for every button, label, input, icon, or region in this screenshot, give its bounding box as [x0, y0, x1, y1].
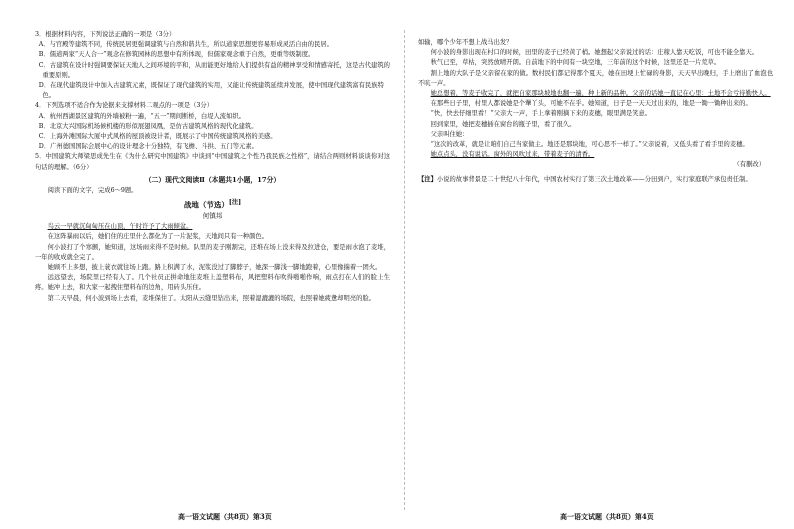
footnote [418, 175, 773, 185]
right-top-line: 如输，哪个少年不想上战马出发？ [418, 39, 513, 46]
footnote-text: 小说的故事背景是二十世纪八十年代，中国农村实行了第三次土地改革——分田到户，实行家庭联产承包责任制。 [436, 175, 752, 183]
q4-option-d: D．广州德国国际会展中心的设计理念十分独特，有飞檐、斗拱、五门等元素。 [38, 143, 258, 151]
q4-option-a: A．杭州西湖景区建筑的外墙被粉一遍，“五一”期间断桥，白堤人流如织。 [38, 112, 245, 120]
right-para-2: 秋气已至，草枯，突然放晴开朗。自前地下的中间有一块空地，三年前的这个时候，这里还是一片荒草。 [430, 59, 721, 67]
q3-option-a: A．与官殿等建筑不同，传统民居更强调建筑与自然和谐共生，所以道家思想更容易形成灵活自由的民居。 [38, 41, 333, 49]
q5-stem: 5．中国建筑大师梁思成先生在《为什么研究中国建筑》中谈到“中国建筑之个性乃我民族之性格”，请结合两则材料谈谈你对这句话的理解。（6分） [35, 153, 390, 171]
passage-para-4: 她顾不上多想，披上蓑衣就往场上跑。路上积满了水，泥浆没过了脚脖子，她深一脚浅一脚地跑着，心里像揣着一团火。 [47, 263, 382, 271]
q4-option-c: C．上海外滩国际大厦中式风格的屋顶被设计者，既展示了中国传统建筑风格的美感。 [38, 133, 277, 141]
passage-para-2: 在这阵暴雨以后，她们住的庄里什么都化为了一片泥浆，天地间只有一种颜色。 [47, 233, 268, 241]
right-quote: “快，快去仔细里看！”父亲大一声，手上拿着刚摘下来的麦穗，眼里满是笑意。 [430, 110, 652, 118]
left-page-footer: 高一语文试题（共8页）第3页 [178, 512, 272, 521]
source-note: （有删改） [733, 161, 765, 169]
section-note: 阅读下面的文字，完成6～9题。 [47, 187, 138, 195]
right-para-4 [418, 89, 773, 99]
footnote-tag: 【注】 [418, 175, 437, 183]
right-para-8: “这次的改革，就是让咱们自己当家做主。地还是那块地，可心思不一样了。”父亲说着，又低头看了看手里的麦穗。 [430, 141, 749, 149]
right-para-1: 何小波的身影出现在村口的时候，田里的麦子已经黄了梢。她想起父亲说过的话：庄稼人靠天吃饭，可也不能全靠天。 [430, 49, 759, 57]
column-divider [404, 30, 405, 510]
section-heading: （二）现代文阅读Ⅱ（本题共1小题，17分） [144, 175, 281, 184]
passage-para-3: 何小波打了个寒颤，她知道，这场雨来得不是时候。队里的麦子刚割完，还堆在场上没来得及拉进仓，要是雨水泡了麦堆，一年的收成就全完了。 [35, 243, 390, 261]
q3-stem: 3．根据材料内容，下列说法正确的一项是（3分） [35, 31, 176, 38]
underlined-sentence-1: 鸟云一早就沉甸甸压在山顶，午时许予了大雨倾盆。 [47, 223, 193, 231]
title-note-mark: [注] [228, 199, 242, 207]
right-para-3: 割上地的大队子是父亲留在家的做。数村民们都记得那个夏天，她在田埂上忙碌的身影，天天早出晚归，手上磨出了血泡也不吭一声。 [418, 69, 773, 87]
right-para-9 [418, 150, 773, 160]
passage-para-6: 第二天早晨，何小波到场上去看，麦堆保住了。太阳从云缝里钻出来，照着湿漉漉的场院，也照着她疲惫却明亮的脸。 [47, 294, 376, 302]
passage-para-1 [35, 222, 390, 232]
right-page [418, 38, 773, 185]
passage-title [35, 198, 390, 211]
q4-option-b: B．北京大兴国际机场候机楼的形似展翅凤凰，是仿古建筑风格的现代化建筑。 [38, 122, 258, 130]
passage-author: 何镇邦 [202, 211, 223, 220]
underlined-sentence-3: 她点点头，没有说话。窗外的风吹过来，带着麦子的清香。 [430, 151, 595, 159]
right-page-footer: 高一语文试题（共8页）第4页 [560, 512, 654, 521]
q3-option-d: D．在现代建筑设计中加入古建筑元素，既保证了现代建筑的实用，又能让传统建筑延续并发展，使中国现代建筑富有民族特色。 [38, 82, 384, 100]
right-para-6: 回到家里，她把麦穗插在窗台的瓶子里，看了很久。 [430, 120, 576, 128]
passage-para-5: 远远望去，场院里已经有人了。几个社员正拼命地往麦堆上盖塑料布，风把塑料布吹得啪啪作响，雨点打在人们的脸上生疼。她冲上去，和大家一起拽住塑料布的边角，用砖头压住。 [35, 274, 390, 292]
q3-option-c: C．古建筑在设计时强调要保证天地人之间环境的平和，从而能更好地给人们提供有益的精神享受和情感寄托，这是古代建筑的重要原则。 [38, 61, 390, 79]
right-para-5: 在那些日子里，村里人都说她是个犟丫头，可她不在乎。她知道，日子是一天天过出来的，地是一锄一锄种出来的。 [430, 100, 752, 108]
left-page [35, 30, 390, 304]
right-para-7: 父亲叫住她： [430, 130, 469, 138]
passage-title-text: 战地（节选） [183, 200, 229, 210]
q4-stem: 4．下列选项不适合作为论据来支撑材料二观点的一项是（3分） [35, 102, 214, 110]
q3-option-b: B．儒道两家“天人合一”观念在修筑园林的思想中有所体现，但儒家观念重于自然，更重等级制度。 [38, 51, 315, 59]
underlined-sentence-2: 她总想着，等麦子收完了，就把自家那块坡地也翻一遍，种上新的品种。父亲的话她一直记在心里：土地不会亏待勤快人。 [430, 90, 771, 98]
